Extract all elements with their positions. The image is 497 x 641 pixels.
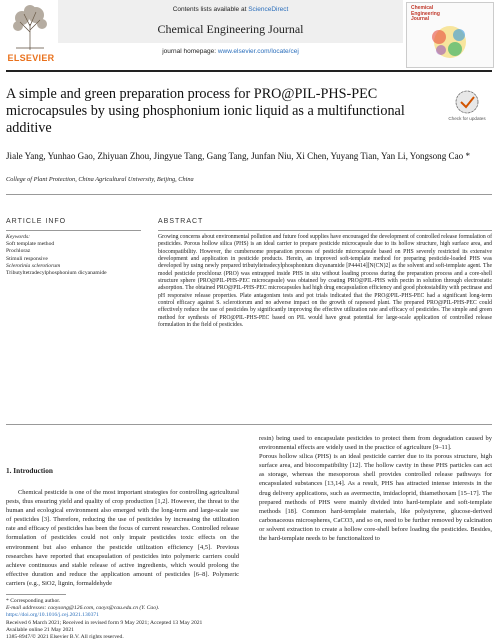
cover-art-icon <box>417 21 483 63</box>
received-dates: Received 6 March 2021; Received in revised form 9 May 2021; Accepted 13 May 2021 <box>6 619 203 626</box>
journal-title: Chemical Engineering Journal <box>157 22 304 36</box>
masthead-rule <box>6 70 492 72</box>
article-info-heading: ARTICLE INFO <box>6 218 67 225</box>
email-addresses[interactable]: E-mail addresses: caoysong@126.com, caoys@cau.edu.cn (Y. Cao). <box>6 605 160 612</box>
keyword-item: Prochloraz <box>6 248 31 255</box>
keywords-label: Keywords: <box>6 234 31 240</box>
copyright-notice: 1385-8947/© 2021 Elsevier B.V. All rights reserved. <box>6 634 124 641</box>
keyword-item: Sclerotinia sclerotiorum <box>6 262 61 269</box>
check-for-updates-label[interactable]: Check for updates <box>448 116 486 121</box>
footnotes <box>6 598 306 641</box>
author-list: Jiale Yang, Yunhao Gao, Zhiyuan Zhou, Jingyue Tang, Gang Tang, Junfan Niu, Xi Chen, Yuyang Tian, Yan Li, Yongsong Cao * <box>6 151 471 161</box>
introduction-heading: 1. Introduction <box>6 466 53 475</box>
contents-text: Contents lists available at <box>172 6 249 13</box>
keywords-block <box>6 234 146 277</box>
divider <box>6 424 492 425</box>
available-online-date: Available online 21 May 2021 <box>6 626 74 633</box>
affiliation: College of Plant Protection, China Agricultural University, Beijing, China <box>6 176 194 183</box>
corresponding-author-note: * Corresponding author. <box>6 598 61 604</box>
sciencedirect-link[interactable]: ScienceDirect <box>248 6 289 13</box>
cover-title: Chemical Engineering Journal <box>411 5 440 22</box>
divider <box>158 230 492 231</box>
homepage-link[interactable]: www.elsevier.com/locate/cej <box>217 48 299 55</box>
divider <box>6 194 492 195</box>
publisher-name: ELSEVIER <box>7 53 55 63</box>
contents-line <box>58 6 403 13</box>
divider <box>6 230 141 231</box>
keyword-item: Soft template method <box>6 241 55 248</box>
body-column-left: Chemical pesticide is one of the most important strategies for controlling agricultural pests, thus ensuring yield and quality of crop production [1,2]. However, the threat to the human and ecological environment also emerged with the long-term and large-scale use of pesticides [3]. Therefore, reducing the use of pesticides by increasing the utilization rate and efficacy of pesticides has been the focus of current researches. Controlled release formulation of pesticides could not only impair pesticides toxic effects on the environment but also enhance the pesticide utilization efficiency [4,5]. Previous researches have reported that encapsulation of pesticides into polymeric carriers could achieve continuous and stable release of active ingredients, which would prolong the effective duration and reduce the application amount of pesticides [6–8]. Polymeric carriers (e.g., SiO2, lignin, formaldehyde <box>6 489 239 587</box>
journal-homepage-line <box>58 48 403 55</box>
keyword-item: Tributyltetradecylphosphonium dicyanamide <box>6 270 107 277</box>
article-title: A simple and green preparation process for PRO@PIL-PHS-PEC microcapsules by using phosphonium ionic liquid as a multifunctional additive <box>6 86 405 136</box>
footnote-rule <box>6 594 66 595</box>
journal-cover-thumbnail[interactable] <box>406 2 494 68</box>
doi-link[interactable]: https://doi.org/10.1016/j.cej.2021.130371 <box>6 612 99 619</box>
abstract-heading: ABSTRACT <box>158 218 204 225</box>
elsevier-tree-logo-icon <box>6 2 54 52</box>
abstract-text: Growing concerns about environmental pollution and future food supplies have encouraged the development of controlled release formulation of pesticides. Porous hollow silica (PHS) is an ideal carrier to prepare pesticide microcapsule due to its hollow structure, high surface area, and biocompatibility. However, the cumbersome preparation process of pesticide microcapsule based on PHS severely restricted its extensive development and application in pesticide products. Herein, an improved soft-template method for preparing pesticide-loaded PHS was developed by using newly prepared tributyltetradecylphosphonium dicyanamide [P44414][N(CN)2] as the solvent and soft-template agent. The model pesticide prochloraz (PRO) was entrapped inside PHS in situ without loading process during the preparation process and a core-shell structure sphere (PRO@PIL-PHS-PEC microcapsule) was obtained by coating PRO@PIL-PHS with pectin in solution through electrostatic adsorption. The obtained PRO@PIL-PHS-PEC microcapsules had high drug encapsulation efficiency and good photostability with pectinase and pH responsive release properties. Plate antagonism tests and pot trials indicated that the PRO@PIL-PHS-PEC had a significant long-term control efficacy against S. sclerotiorum and no adverse impact on the growth of rapeseed plant. The prepared PRO@PIL-PHS-PEC could effectively reduce the use of pesticides by significantly improving the effective utilization rate and efficacy of pesticides. The simple and green method for synthesis of PRO@PIL-PHS-PEC based on PIL would have great potential for large-scale application of controlled release formulation in the field of pesticides. <box>158 234 492 329</box>
keyword-item: Stimuli responsive <box>6 255 48 262</box>
homepage-label: journal homepage: <box>162 48 218 55</box>
body-column-right: resin) being used to encapsulate pesticides to protect them from degradation caused by environmental effects are widely used in the practice of agriculture [9–11]. Porous hollow silica (PHS) is an ideal pesticide carrier due to its porous structure, high surface area, and biocompatibility [12]. The hollow cavity in these PHS particles can act as storage, whereas the mesoporous shell provides controlled release pathways for encapsulated substances [13,14]. As a result, PHS has attracted intense interests in the drug delivery applications, such as avermectin, imidacloprid, thiamethoxam [15–17]. The prepared methods of PHS were mainly divided into hard-template and soft-template methods [18]. Common hard-template materials, like polystyrene, glucose-derived carbonaceous microspheres, CaCO3, and so on, need to be further removed by calcination or solvent extraction to create a hollow core-shell before loading the pesticides. Besides, the hard-template needs to be functionalized to <box>259 435 492 543</box>
